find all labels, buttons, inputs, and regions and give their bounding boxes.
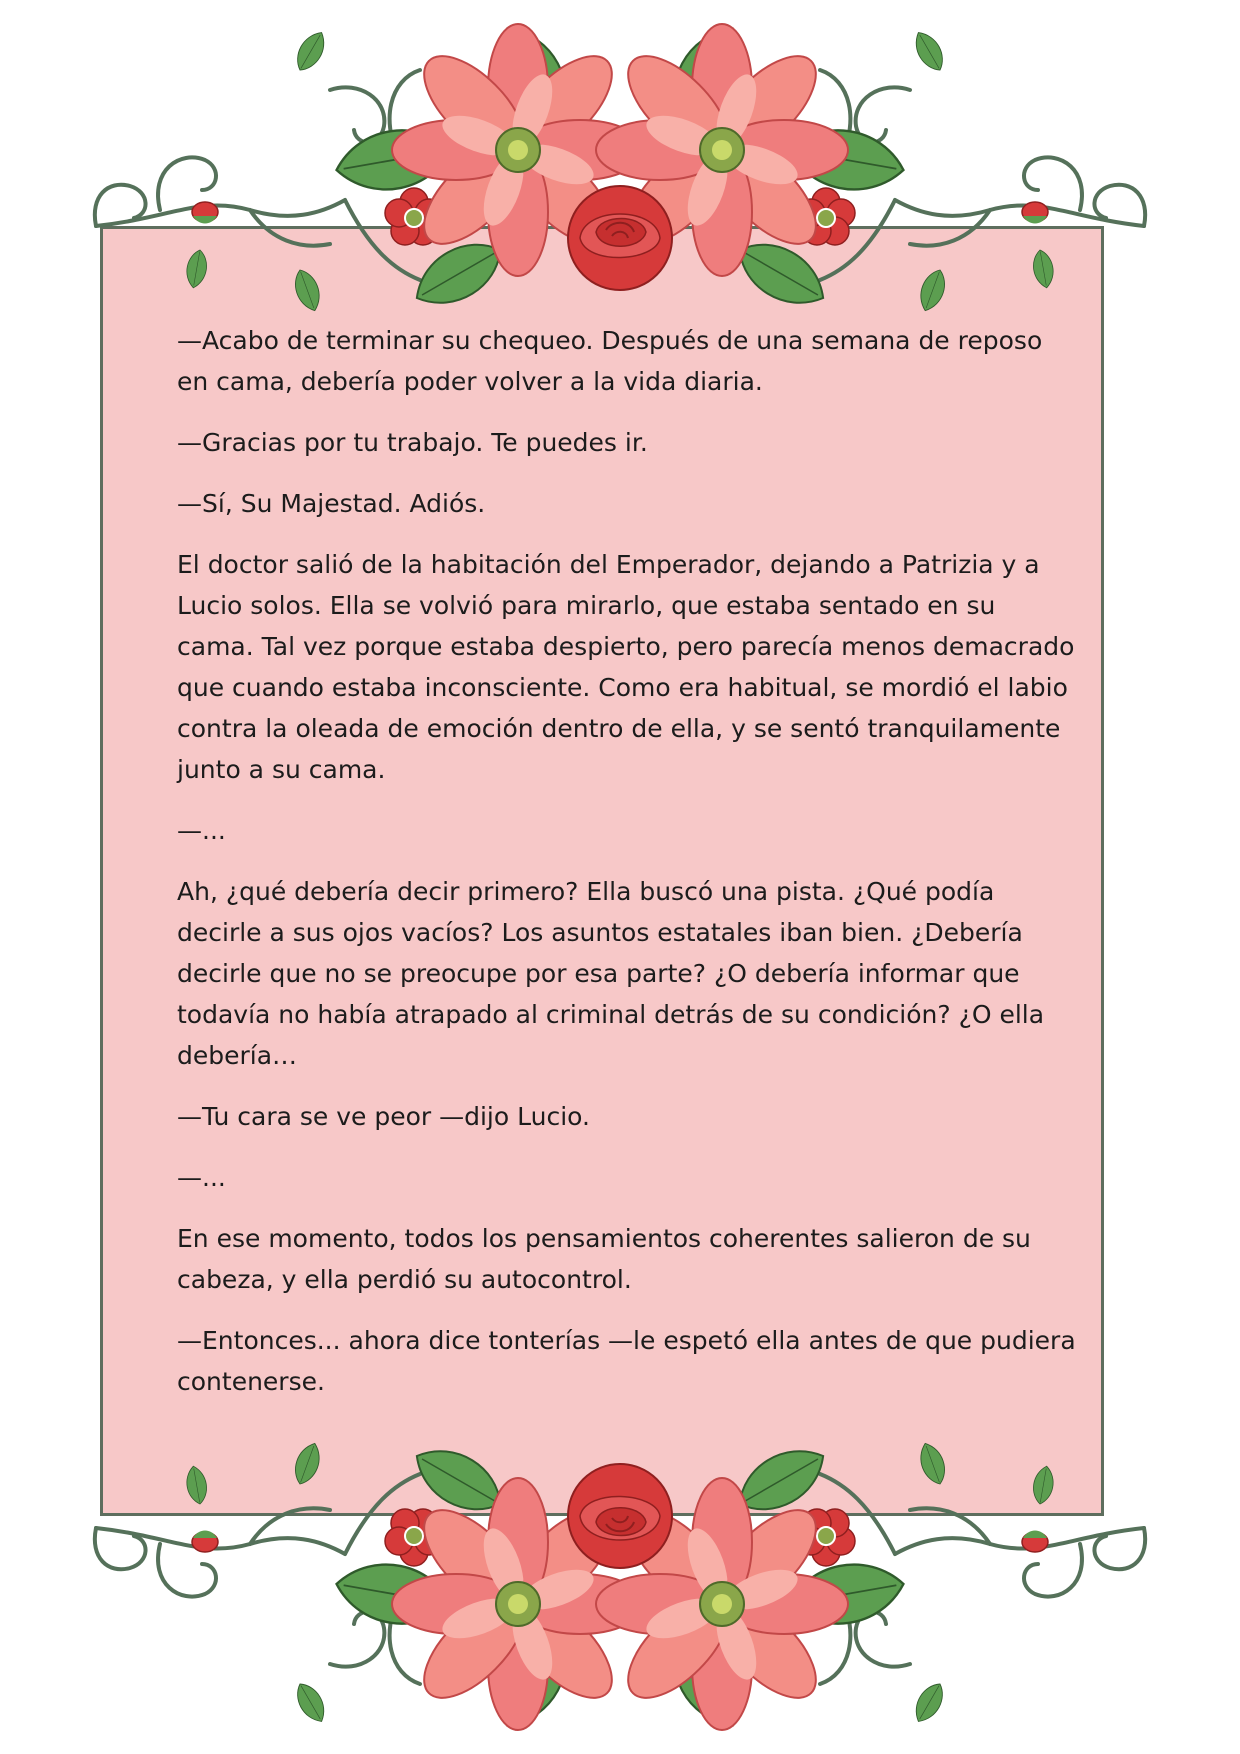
floral-ornament-top <box>0 0 1240 340</box>
paragraph: —Entonces... ahora dice tonterías —le espetó ella antes de que pudiera contenerse. <box>177 1326 1076 1396</box>
paragraph: Ah, ¿qué debería decir primero? Ella buscó una pista. ¿Qué podía decirle a sus ojos vacíos? Los asuntos estatales iban bien. ¿Debería decirle que no se preocupe por esa parte? ¿O debería informar que todavía no había atrapado al criminal detrás de su condición? ¿O ella debería… <box>177 877 1045 1070</box>
paragraph: —Gracias por tu trabajo. Te puedes ir. <box>177 428 648 457</box>
paragraph: —Tu cara se ve peor —dijo Lucio. <box>177 1102 590 1131</box>
paragraph: —... <box>177 1163 226 1192</box>
paragraph: —... <box>177 816 226 845</box>
floral-ornament-bottom <box>0 1414 1240 1754</box>
paragraph: —Sí, Su Majestad. Adiós. <box>177 489 486 518</box>
paragraph: El doctor salió de la habitación del Emperador, dejando a Patrizia y a Lucio solos. Ella se volvió para mirarlo, que estaba sentado en su cama. Tal vez porque estaba despierto, pero parecía menos demacrado que cuando estaba inconsciente. Como era habitual, se mordió el labio contra la oleada de emoción dentro de ella, y se sentó tranquilamente junto a su cama. <box>177 550 1075 784</box>
paragraph: En ese momento, todos los pensamientos coherentes salieron de su cabeza, y ella perdió su autocontrol. <box>177 1224 1031 1294</box>
paragraph: —Acabo de terminar su chequeo. Después de una semana de reposo en cama, debería poder volver a la vida diaria. <box>177 326 1043 396</box>
story-text <box>177 320 1077 1422</box>
